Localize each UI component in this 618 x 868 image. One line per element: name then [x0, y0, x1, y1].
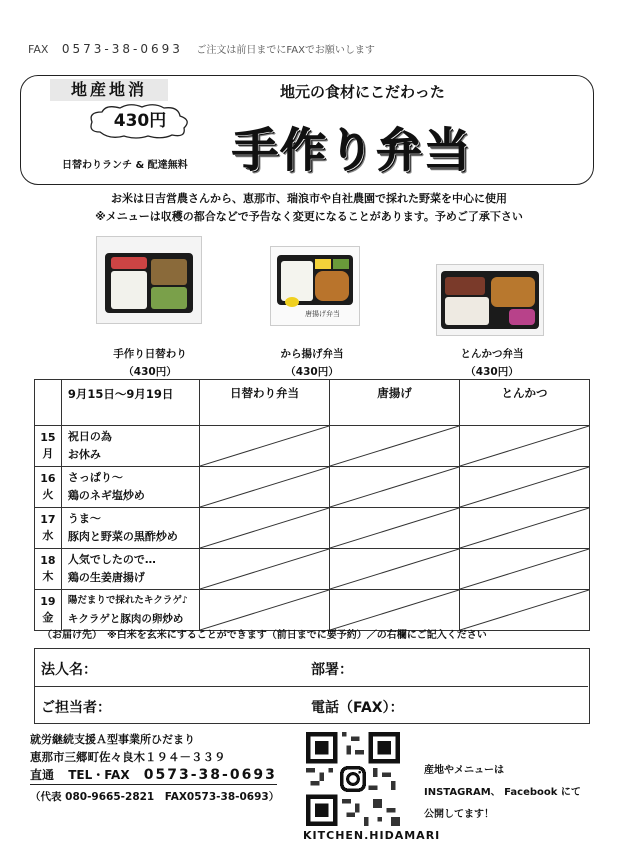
sns-line-3: 公開してます！: [424, 809, 494, 820]
day-number: 18: [40, 554, 56, 567]
menu-cell: [61, 426, 199, 467]
item-price-tonkatsu: （430円）: [465, 366, 519, 378]
item-name-karaage: から揚げ弁当: [280, 348, 344, 360]
order-cell-daily[interactable]: [200, 549, 330, 590]
day-cell: [35, 467, 62, 508]
item-price-daily: （430円）: [123, 366, 177, 378]
day-number: 17: [40, 513, 56, 526]
photo-tonkatsu-bento: [436, 264, 544, 336]
table-row: [35, 549, 590, 590]
item-name-tonkatsu: とんかつ弁当: [460, 348, 524, 360]
day-cell: [35, 426, 62, 467]
tel-fax-label: TEL・FAX: [68, 768, 130, 782]
company-name: 就労継続支援Ａ型事業所ひだまり: [30, 733, 195, 746]
kitchen-name: KITCHEN.HIDAMARI: [303, 829, 441, 842]
photo-karaage-bento: [270, 246, 360, 326]
sns-line-1: 産地やメニューは: [424, 765, 504, 776]
menu-line-2: お休み: [67, 448, 101, 461]
column-header-tonkatsu: とんかつ: [460, 380, 590, 426]
order-cell-tonkatsu[interactable]: [460, 508, 590, 549]
page-title: 手作り弁当: [232, 123, 472, 177]
day-number: 19: [40, 595, 56, 608]
order-cell-tonkatsu[interactable]: [460, 426, 590, 467]
day-cell: [35, 508, 62, 549]
menu-line-2: キクラゲと豚肉の卵炒め: [67, 613, 184, 625]
day-number: 16: [40, 472, 56, 485]
menu-cell: [61, 508, 199, 549]
weekday: 金: [42, 611, 54, 624]
order-cell-daily[interactable]: [200, 467, 330, 508]
menu-line-1: うま～: [67, 512, 101, 525]
order-form: [34, 648, 590, 724]
menu-line-2: 鶏の生姜唐揚げ: [67, 571, 145, 584]
order-cell-daily[interactable]: [200, 590, 330, 631]
karaage-photo-caption: 唐揚げ弁当: [305, 310, 340, 318]
menu-cell: [61, 549, 199, 590]
main-line: （代表 080-9665-2821 FAX0573-38-0693）: [30, 791, 280, 803]
fax-number: 0573-38-0693: [61, 42, 183, 56]
menu-line-2: 豚肉と野菜の黒酢炒め: [67, 530, 178, 543]
menu-line-1: さっぱり～: [67, 471, 123, 484]
fax-label: FAX: [28, 43, 49, 56]
table-row: [35, 426, 590, 467]
weekday: 月: [42, 447, 54, 460]
table-period: 9月15日～9月19日: [61, 380, 199, 426]
table-row: [35, 467, 590, 508]
menu-line-2: 鶏のネギ塩炒め: [67, 489, 145, 502]
table-corner: [35, 380, 62, 426]
sns-info: [424, 760, 581, 826]
company-field-label: 法人名：: [41, 662, 97, 678]
item-price-karaage: （430円）: [285, 366, 339, 378]
menu-line-1: 人気でしたので…: [67, 553, 156, 566]
weekday: 木: [42, 570, 54, 583]
menu-cell: [61, 590, 199, 631]
order-cell-tonkatsu[interactable]: [460, 590, 590, 631]
menu-table: [34, 379, 590, 631]
fax-note: ご注文は前日までにFAXでお願いします: [196, 45, 375, 56]
info-line-1: お米は日吉営農さんから、恵那市、瑞浪市や自社農園で採れた野菜を中心に使用: [111, 192, 507, 205]
order-cell-tonkatsu[interactable]: [460, 549, 590, 590]
day-cell: [35, 590, 62, 631]
day-number: 15: [40, 431, 56, 444]
table-row: [35, 590, 590, 631]
table-row: [35, 508, 590, 549]
order-cell-daily[interactable]: [200, 508, 330, 549]
company-address: 恵那市三郷町佐々良木１９４－３３９: [30, 750, 226, 764]
table-header-row: [35, 380, 590, 426]
order-cell-daily[interactable]: [200, 426, 330, 467]
phone-field-label: 電話（FAX）：: [311, 700, 404, 716]
column-header-karaage: 唐揚げ: [330, 380, 460, 426]
weekday: 水: [42, 529, 54, 542]
qr-code-icon: [306, 732, 400, 826]
order-cell-karaage[interactable]: [330, 426, 460, 467]
day-cell: [35, 549, 62, 590]
sns-line-2: INSTAGRAM、 Facebook にて: [424, 787, 581, 798]
item-name-daily: 手作り日替わり: [113, 348, 187, 360]
menu-line-1: 祝日の為: [67, 430, 112, 443]
jimoto-subtitle: 地元の食材にこだわった: [280, 83, 445, 101]
direct-label: 直通: [30, 768, 55, 782]
person-field-label: ご担当者：: [41, 700, 111, 716]
order-cell-karaage[interactable]: [330, 508, 460, 549]
direct-line: [30, 767, 277, 785]
order-cell-karaage[interactable]: [330, 549, 460, 590]
menu-cell: [61, 467, 199, 508]
order-cell-tonkatsu[interactable]: [460, 467, 590, 508]
department-field-label: 部署：: [311, 662, 353, 678]
menu-line-1: 陽だまりで採れたキクラゲ♪: [67, 595, 188, 606]
order-cell-karaage[interactable]: [330, 467, 460, 508]
chisan-chisho-label: 地産地消: [50, 79, 168, 101]
price-label: 430円: [113, 111, 167, 131]
info-line-2: ※メニューは収穫の都合などで予告なく変更になることがあります。予めご了承下さい: [95, 210, 523, 223]
weekday: 火: [42, 488, 54, 501]
lunch-delivery-note: 日替わりランチ & 配達無料: [62, 160, 188, 171]
fax-line: [28, 41, 375, 56]
photo-daily-bento: [96, 236, 202, 324]
tel-fax-number: 0573-38-0693: [143, 767, 277, 783]
delivery-note: （お届け先） ※白米を玄米にすることができます（前日までに要予約）／の右欄にご記入ください: [42, 630, 487, 641]
order-cell-karaage[interactable]: [330, 590, 460, 631]
column-header-daily: 日替わり弁当: [200, 380, 330, 426]
